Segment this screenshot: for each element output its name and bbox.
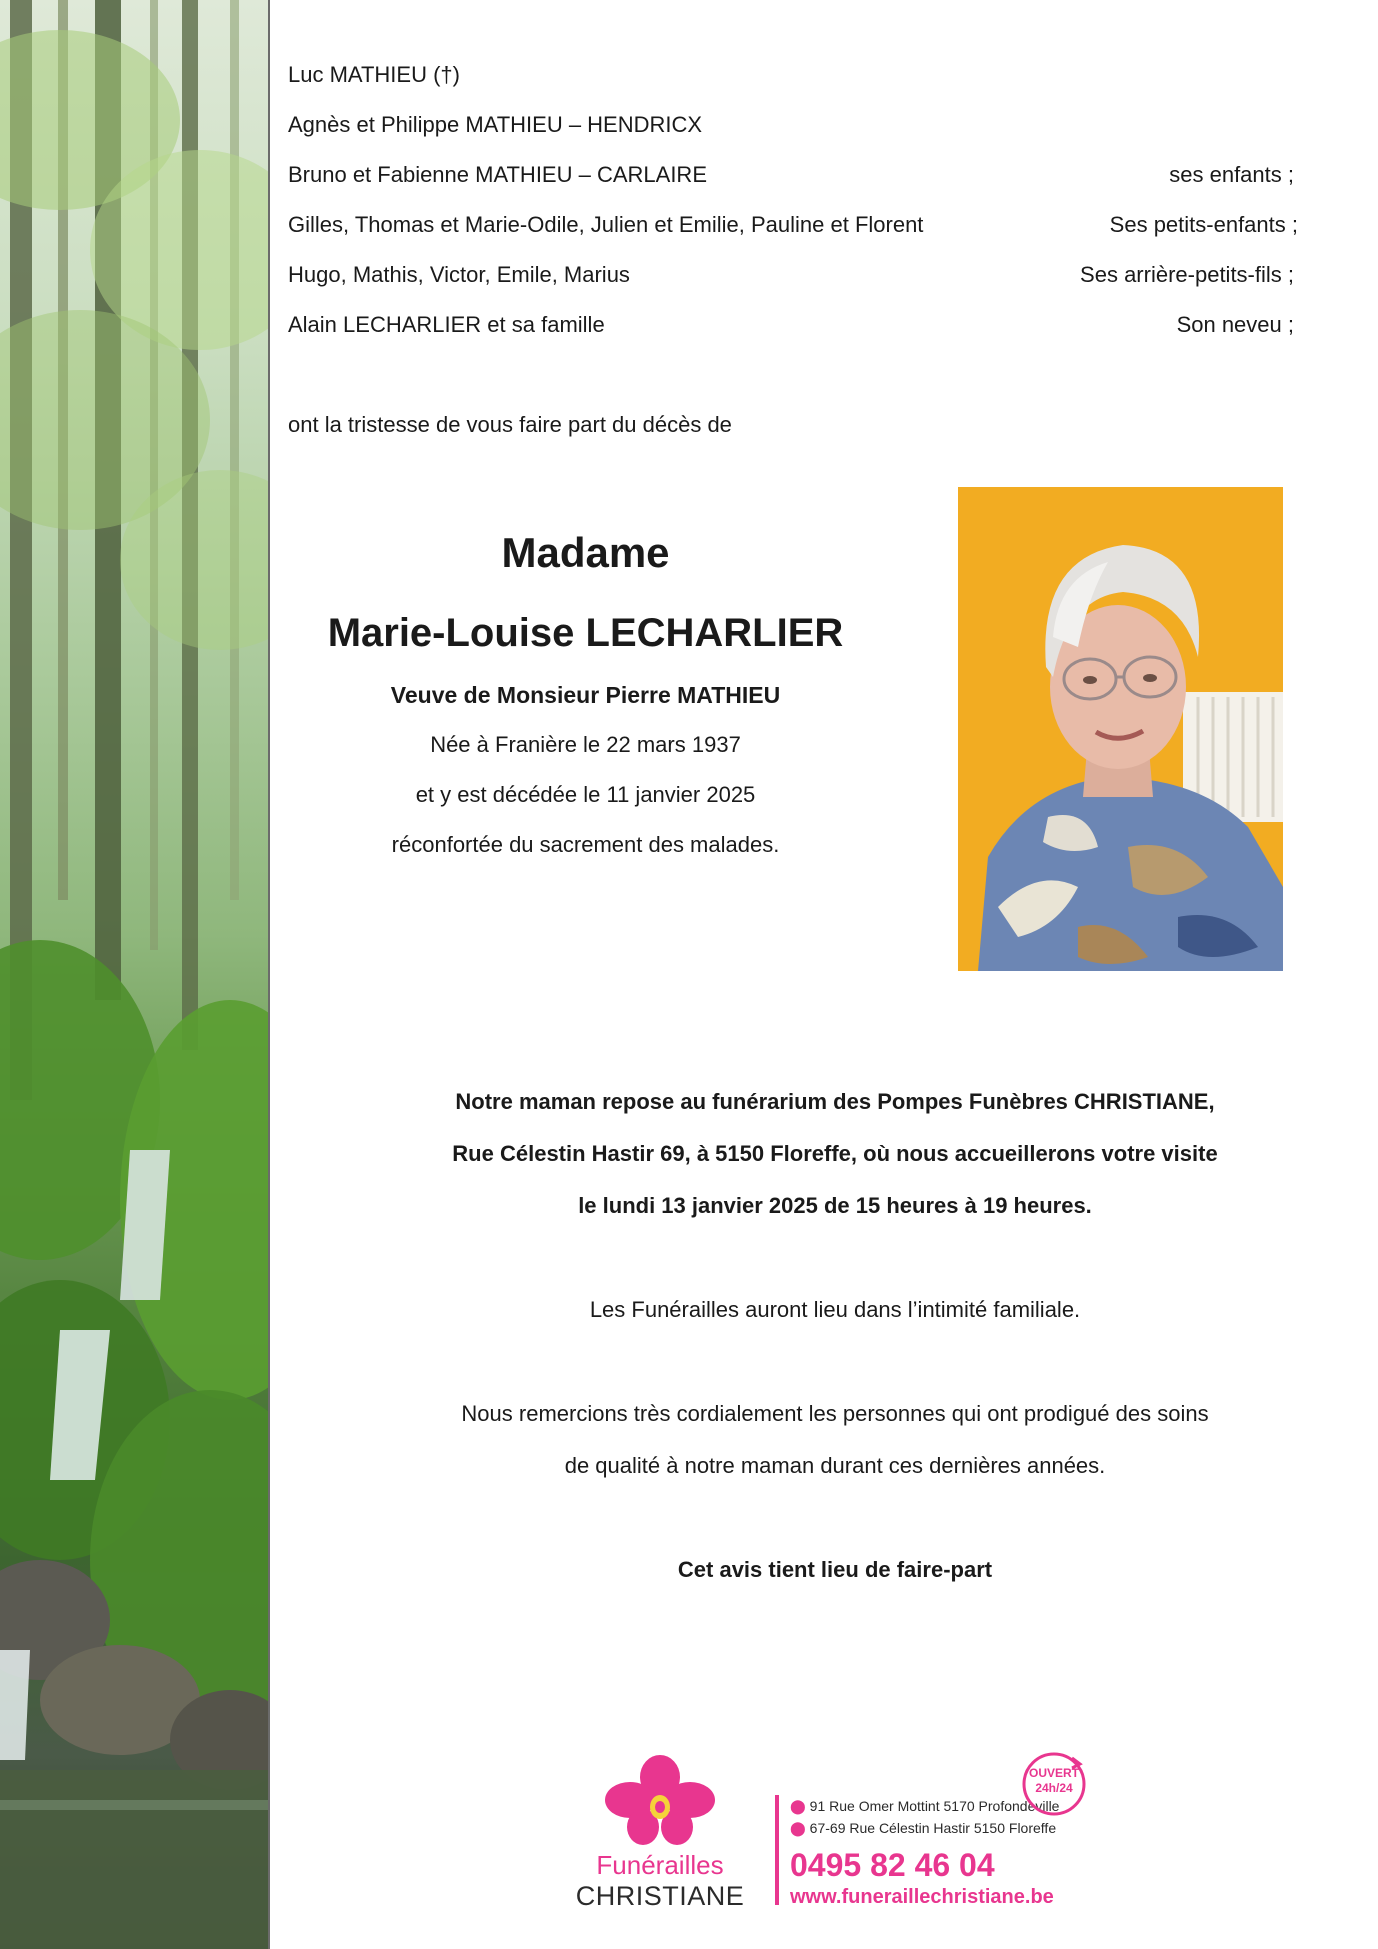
forest-illustration	[0, 0, 270, 1949]
brand-line-2: CHRISTIANE	[575, 1881, 745, 1911]
family-row	[288, 50, 1306, 100]
family-member-name: Bruno et Fabienne MATHIEU – CARLAIRE	[288, 162, 707, 187]
widow-of: Veuve de Monsieur Pierre MATHIEU	[390, 682, 781, 708]
family-row	[288, 150, 1306, 200]
forest-banner	[0, 0, 270, 1949]
closing-note: Cet avis tient lieu de faire-part	[677, 1557, 993, 1582]
footer-divider	[775, 1795, 779, 1905]
family-relation: Son neveu ;	[1176, 312, 1294, 337]
orchid-flower-icon	[575, 1755, 745, 1850]
funeral-notice: Les Funérailles auront lieu dans l’intimité familiale.	[589, 1297, 1081, 1322]
birth-info: Née à Franière le 22 mars 1937	[430, 732, 741, 757]
deceased-name: Marie-Louise LECHARLIER	[327, 611, 844, 655]
visitation-line-2: Rue Célestin Hastir 69, à 5150 Floreffe, où nous accueillerons votre visite	[452, 1141, 1218, 1166]
open-24h-badge-text	[1020, 1766, 1088, 1796]
family-row	[288, 250, 1306, 300]
announcement-intro: ont la tristesse de vous faire part du décès de	[288, 412, 732, 437]
family-row	[288, 300, 1306, 350]
family-relation: Ses petits-enfants ;	[1109, 212, 1298, 237]
family-member-name: Agnès et Philippe MATHIEU – HENDRICX	[288, 112, 703, 137]
thanks-line-1: Nous remercions très cordialement les personnes qui ont prodigué des soins	[461, 1401, 1209, 1426]
location-pin-icon: ⬤	[790, 1798, 806, 1814]
family-relation: Ses arrière-petits-fils ;	[1080, 262, 1294, 287]
website-link[interactable]: www.funeraillechristiane.be	[790, 1886, 1054, 1908]
family-row	[288, 100, 1306, 150]
family-relation: ses enfants ;	[1169, 162, 1294, 187]
address-1-text: 91 Rue Omer Mottint 5170 Profondeville	[809, 1798, 1060, 1814]
thanks-line-2: de qualité à notre maman durant ces dernières années.	[564, 1453, 1106, 1478]
address-2	[790, 1817, 1056, 1839]
brand-line-1: Funérailles	[596, 1850, 724, 1880]
family-member-name: Gilles, Thomas et Marie-Odile, Julien et Emilie, Pauline et Florent	[288, 212, 924, 237]
location-pin-icon: ⬤	[790, 1820, 806, 1836]
badge-line-2: 24h/24	[1035, 1781, 1073, 1795]
portrait-illustration	[958, 487, 1283, 971]
funeral-home-logo	[575, 1755, 745, 1915]
address-2-text: 67-69 Rue Célestin Hastir 5150 Floreffe	[809, 1820, 1057, 1836]
phone-number[interactable]: 0495 82 46 04	[790, 1847, 995, 1883]
sacrament-info: réconfortée du sacrement des malades.	[391, 832, 780, 857]
family-member-name: Hugo, Mathis, Victor, Emile, Marius	[288, 262, 630, 287]
deceased-portrait	[958, 487, 1283, 971]
visitation-line-3: le lundi 13 janvier 2025 de 15 heures à 19 heures.	[578, 1193, 1092, 1218]
visitation-line-1: Notre maman repose au funérarium des Pompes Funèbres CHRISTIANE,	[455, 1089, 1215, 1114]
badge-line-1: OUVERT	[1028, 1766, 1079, 1780]
family-member-name: Luc MATHIEU (†)	[288, 62, 460, 87]
deceased-title: Madame	[501, 529, 670, 576]
family-member-name: Alain LECHARLIER et sa famille	[288, 312, 605, 337]
family-row	[288, 200, 1306, 250]
death-info: et y est décédée le 11 janvier 2025	[415, 782, 756, 807]
